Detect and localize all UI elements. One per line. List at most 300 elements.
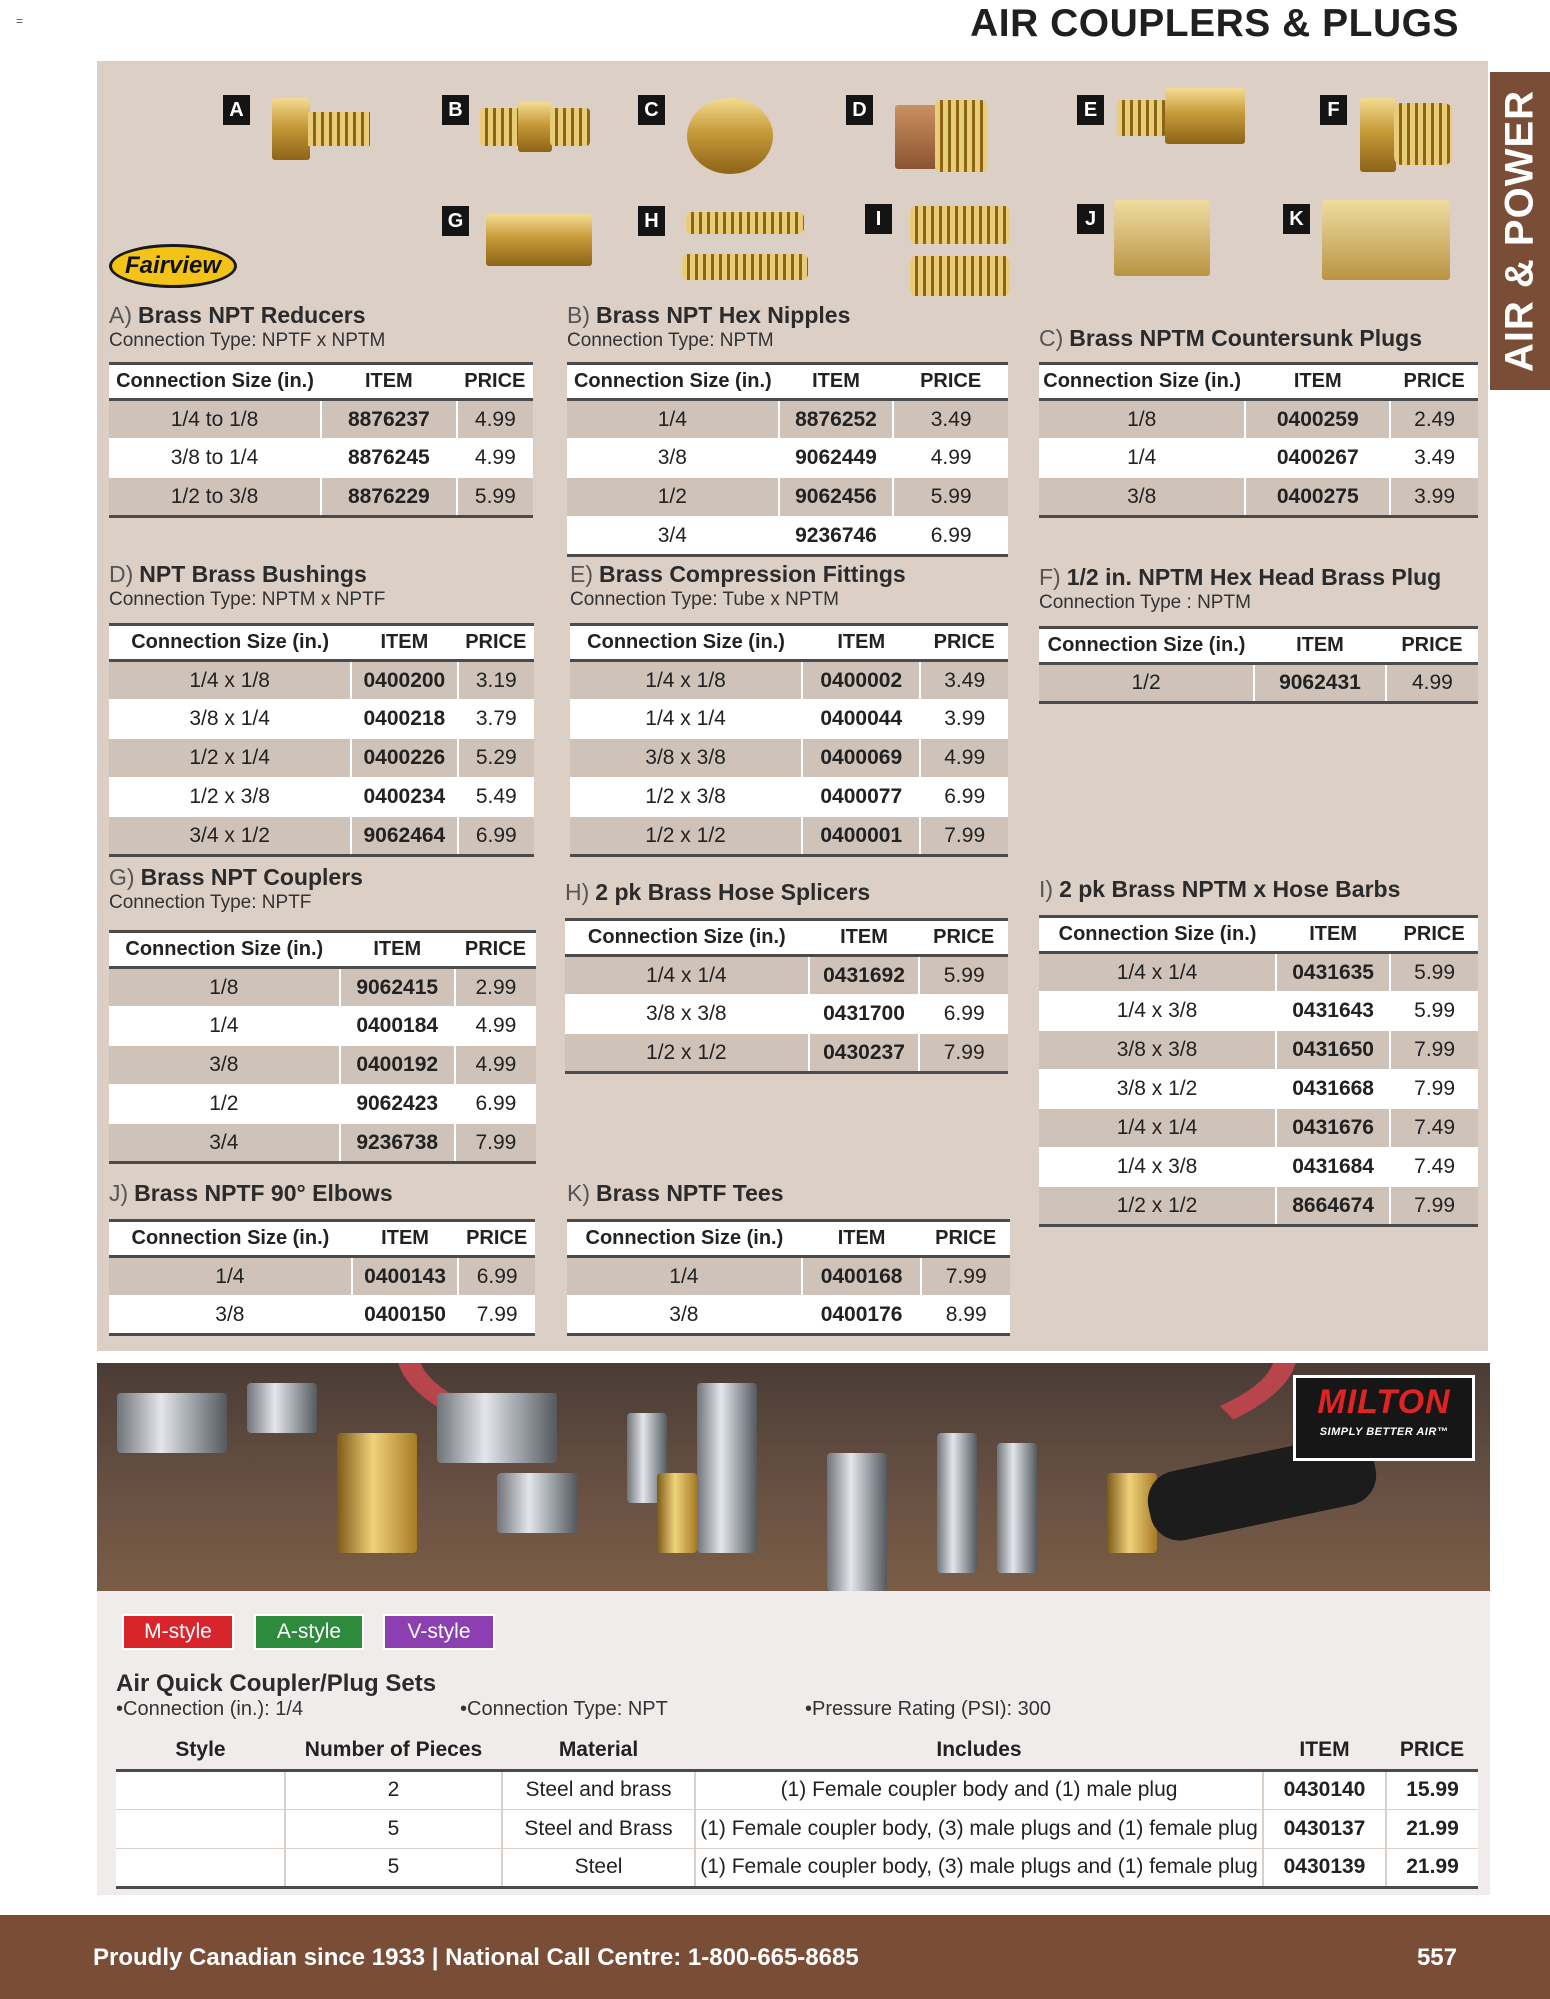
- price-cell: 5.99: [1390, 953, 1478, 992]
- section-name: 2 pk Brass NPTM x Hose Barbs: [1059, 876, 1401, 902]
- price-cell: 21.99: [1386, 1809, 1478, 1848]
- item-cell: 0430140: [1263, 1770, 1386, 1809]
- section-subtitle: Connection Type: NPTF: [109, 892, 312, 913]
- price-cell: 4.99: [457, 400, 533, 439]
- column-header: Includes: [695, 1731, 1263, 1770]
- section-brass-npt-reducers: [109, 302, 533, 518]
- table-row: [567, 478, 1008, 517]
- size-cell: 3/8 x 3/8: [565, 995, 809, 1034]
- item-cell: 0400168: [802, 1257, 922, 1296]
- section-letter: K): [567, 1180, 590, 1206]
- hose-splicer-photo-bottom: [682, 254, 808, 280]
- milton-brand-name: MILTON: [1317, 1383, 1451, 1421]
- item-cell: 0431650: [1276, 1031, 1390, 1070]
- item-cell: 9062456: [779, 478, 894, 517]
- item-cell: 0430137: [1263, 1809, 1386, 1848]
- section-name: 1/2 in. NPTM Hex Head Brass Plug: [1066, 564, 1442, 590]
- section-subtitle: Connection Type: Tube x NPTM: [570, 589, 839, 610]
- section-letter: F): [1039, 564, 1061, 590]
- column-header: PRICE: [458, 625, 535, 661]
- column-header: ITEM: [802, 1221, 922, 1257]
- pieces-cell: 5: [285, 1809, 502, 1848]
- price-cell: 2.49: [1390, 400, 1478, 439]
- column-header: Connection Size (in.): [109, 932, 340, 968]
- table-header-row: [570, 625, 1008, 661]
- price-cell: 5.99: [457, 478, 533, 517]
- size-cell: 1/2 x 1/4: [109, 739, 351, 778]
- table-header-row: [567, 364, 1008, 400]
- price-cell: 5.49: [458, 778, 535, 817]
- column-header: ITEM: [1254, 628, 1386, 664]
- price-cell: 6.99: [455, 1085, 536, 1124]
- item-cell: 0400259: [1245, 400, 1390, 439]
- table-row: [1039, 992, 1478, 1031]
- item-cell: 0400267: [1245, 439, 1390, 478]
- quick-coupler-title: Air Quick Coupler/Plug Sets: [116, 1670, 437, 1697]
- size-cell: 1/4: [567, 1257, 802, 1296]
- section-title: [570, 561, 1008, 588]
- price-cell: 4.99: [893, 439, 1008, 478]
- coupler-image: [117, 1393, 227, 1453]
- price-cell: 6.99: [458, 817, 535, 856]
- spec-bullet-connection: •Connection (in.): 1/4: [116, 1698, 304, 1720]
- section-name: Brass NPTM Countersunk Plugs: [1069, 325, 1423, 351]
- table-row: [109, 478, 533, 517]
- column-header: ITEM: [321, 364, 457, 400]
- price-cell: 7.99: [1390, 1031, 1478, 1070]
- price-cell: 6.99: [893, 517, 1008, 556]
- section-name: Brass Compression Fittings: [599, 561, 906, 587]
- column-header: Connection Size (in.): [109, 625, 351, 661]
- reducer-photo: [272, 98, 310, 160]
- section-name: Brass NPT Couplers: [140, 864, 363, 890]
- item-cell: 0400069: [802, 739, 920, 778]
- milton-logo: [1293, 1375, 1475, 1461]
- price-cell: 3.79: [458, 700, 535, 739]
- size-cell: 1/4 x 1/8: [570, 661, 802, 700]
- table-row: [109, 439, 533, 478]
- section-name: Brass NPTF Tees: [596, 1180, 784, 1206]
- page-footer: [0, 1915, 1550, 1999]
- coupler-image: [437, 1393, 557, 1463]
- size-cell: 3/8 to 1/4: [109, 439, 321, 478]
- price-cell: 3.49: [920, 661, 1008, 700]
- fairview-logo: Fairview: [109, 244, 237, 288]
- size-cell: 1/2: [109, 1085, 340, 1124]
- section-subtitle: Connection Type: NPTM x NPTF: [109, 589, 386, 610]
- table-header-row: [1039, 364, 1478, 400]
- item-cell: 9062423: [340, 1085, 455, 1124]
- section-letter: D): [109, 561, 134, 587]
- price-cell: 7.99: [920, 817, 1008, 856]
- column-header: PRICE: [920, 625, 1008, 661]
- bushing-photo: [895, 105, 937, 169]
- section-letter: H): [565, 879, 590, 905]
- price-cell: 7.99: [919, 1034, 1008, 1073]
- table-header-row: [565, 920, 1008, 956]
- item-cell: 0430237: [809, 1034, 920, 1073]
- spec-bullet-connection-type: •Connection Type: NPT: [460, 1698, 668, 1720]
- item-cell: 8876229: [321, 478, 457, 517]
- column-header: PRICE: [455, 932, 536, 968]
- price-cell: 4.99: [920, 739, 1008, 778]
- footer-text: Proudly Canadian since 1933 | National Call Centre: 1-800-665-8685: [93, 1944, 859, 1971]
- plug-image: [497, 1473, 577, 1533]
- column-header: Connection Size (in.): [570, 625, 802, 661]
- column-header: ITEM: [351, 625, 457, 661]
- size-cell: 1/4 to 1/8: [109, 400, 321, 439]
- item-cell: 9236738: [340, 1124, 455, 1163]
- elbow-photo: [1114, 200, 1210, 276]
- section-title: [565, 879, 1008, 906]
- section-title: [109, 864, 536, 891]
- spec-table: [109, 930, 536, 1164]
- photo-letter-e: E: [1077, 95, 1104, 125]
- item-cell: 0431692: [809, 956, 920, 995]
- size-cell: 3/4: [567, 517, 779, 556]
- table-row: [109, 1124, 536, 1163]
- table-row: [1039, 1187, 1478, 1226]
- section-letter: I): [1039, 876, 1054, 902]
- column-header: PRICE: [458, 1221, 535, 1257]
- section-npt-tees: [567, 1180, 1010, 1336]
- price-cell: 3.49: [1390, 439, 1478, 478]
- section-name: Brass NPT Reducers: [138, 302, 366, 328]
- coupler-sets-table: [116, 1731, 1478, 1889]
- column-header: ITEM: [1245, 364, 1390, 400]
- spec-table: [565, 918, 1008, 1074]
- column-header: PRICE: [457, 364, 533, 400]
- table-row: [1039, 664, 1478, 703]
- size-cell: 1/4: [1039, 439, 1245, 478]
- section-brass-npt-couplers: [109, 864, 536, 1164]
- hex-nipple-photo: [518, 102, 552, 152]
- price-cell: 2.99: [455, 968, 536, 1007]
- size-cell: 3/8: [109, 1296, 352, 1335]
- table-row: [567, 517, 1008, 556]
- quick-coupler-section: [97, 1591, 1490, 1895]
- spec-table: [109, 362, 533, 518]
- section-hose-splicers: [565, 879, 1008, 1074]
- table-row: [109, 1296, 535, 1335]
- spec-bullet-pressure: •Pressure Rating (PSI): 300: [805, 1698, 1051, 1720]
- hex-head-plug-thread: [1394, 103, 1452, 165]
- section-title: [1039, 564, 1478, 591]
- style-cell: M-style: [116, 1770, 285, 1809]
- price-cell: 3.19: [458, 661, 535, 700]
- item-cell: 0400275: [1245, 478, 1390, 517]
- table-header-row: [116, 1731, 1478, 1770]
- table-row: [570, 778, 1008, 817]
- price-cell: 3.49: [893, 400, 1008, 439]
- section-name: 2 pk Brass Hose Splicers: [595, 879, 871, 905]
- compression-fitting-photo: [1165, 88, 1245, 144]
- item-cell: 9062449: [779, 439, 894, 478]
- table-row: [567, 1257, 1010, 1296]
- table-row: [109, 778, 534, 817]
- table-row: [109, 1257, 535, 1296]
- table-row: [116, 1848, 1478, 1887]
- page-title: AIR COUPLERS & PLUGS: [970, 2, 1459, 45]
- table-header-row: [1039, 628, 1478, 664]
- item-cell: 0400200: [351, 661, 457, 700]
- price-cell: 7.99: [1390, 1070, 1478, 1109]
- section-name: Brass NPTF 90° Elbows: [134, 1180, 393, 1206]
- section-letter: A): [109, 302, 132, 328]
- price-cell: 5.99: [1390, 992, 1478, 1031]
- table-row: [570, 739, 1008, 778]
- table-row: [570, 700, 1008, 739]
- price-cell: 7.99: [458, 1296, 535, 1335]
- material-cell: Steel: [502, 1848, 695, 1887]
- section-subtitle: Connection Type: NPTM: [567, 330, 774, 351]
- size-cell: 1/4 x 1/4: [1039, 1109, 1276, 1148]
- size-cell: 1/2 x 1/2: [1039, 1187, 1276, 1226]
- column-header: Connection Size (in.): [109, 1221, 352, 1257]
- table-row: [1039, 1148, 1478, 1187]
- price-cell: 7.49: [1390, 1109, 1478, 1148]
- section-title: [109, 1180, 535, 1207]
- bushing-thread: [935, 100, 987, 172]
- photo-letter-i: I: [865, 204, 892, 234]
- plug-image: [997, 1443, 1037, 1573]
- table-header-row: [567, 1221, 1010, 1257]
- item-cell: 0431668: [1276, 1070, 1390, 1109]
- item-cell: 8664674: [1276, 1187, 1390, 1226]
- item-cell: 0400143: [352, 1257, 459, 1296]
- m-style-tag: M-style: [122, 1614, 234, 1650]
- side-category-tab: [1490, 72, 1550, 390]
- table-row: [116, 1770, 1478, 1809]
- size-cell: 1/4: [109, 1007, 340, 1046]
- table-row: [1039, 439, 1478, 478]
- price-cell: 3.99: [920, 700, 1008, 739]
- table-row: [109, 400, 533, 439]
- section-title: [1039, 325, 1478, 352]
- price-cell: 3.99: [1390, 478, 1478, 517]
- column-header: Connection Size (in.): [565, 920, 809, 956]
- size-cell: 3/4 x 1/2: [109, 817, 351, 856]
- v-style-tag: V-style: [383, 1614, 495, 1650]
- section-letter: B): [567, 302, 590, 328]
- item-cell: 0431643: [1276, 992, 1390, 1031]
- pieces-cell: 2: [285, 1770, 502, 1809]
- column-header: ITEM: [809, 920, 920, 956]
- section-subtitle: Connection Type : NPTM: [1039, 592, 1251, 613]
- section-brass-npt-hex-nipples: [567, 302, 1008, 557]
- material-cell: Steel and brass: [502, 1770, 695, 1809]
- column-header: ITEM: [340, 932, 455, 968]
- countersunk-plug-photo: [687, 98, 773, 174]
- includes-cell: (1) Female coupler body and (1) male plug: [695, 1770, 1263, 1809]
- size-cell: 3/8: [567, 1296, 802, 1335]
- column-header: ITEM: [352, 1221, 459, 1257]
- column-header: PRICE: [1386, 628, 1478, 664]
- a-style-tag: A-style: [254, 1614, 364, 1650]
- price-cell: 15.99: [1386, 1770, 1478, 1809]
- table-row: [570, 661, 1008, 700]
- table-row: [1039, 1031, 1478, 1070]
- section-90-elbows: [109, 1180, 535, 1336]
- hex-head-plug-photo: [1360, 98, 1396, 172]
- brass-coupler-image: [337, 1433, 417, 1553]
- item-cell: 0430139: [1263, 1848, 1386, 1887]
- plug-image: [937, 1433, 977, 1573]
- item-cell: 0400192: [340, 1046, 455, 1085]
- column-header: ITEM: [1263, 1731, 1386, 1770]
- table-row: [109, 661, 534, 700]
- spec-table: [570, 623, 1008, 857]
- size-cell: 1/4 x 1/8: [109, 661, 351, 700]
- size-cell: 1/4 x 1/4: [565, 956, 809, 995]
- item-cell: 8876237: [321, 400, 457, 439]
- hex-nipple-thread-right: [550, 108, 590, 146]
- size-cell: 3/8: [567, 439, 779, 478]
- size-cell: 1/4 x 3/8: [1039, 992, 1276, 1031]
- table-row: [567, 1296, 1010, 1335]
- size-cell: 1/2 x 3/8: [570, 778, 802, 817]
- price-cell: 4.99: [457, 439, 533, 478]
- section-countersunk-plugs: [1039, 325, 1478, 518]
- style-cell: A-style: [116, 1848, 285, 1887]
- table-row: [565, 995, 1008, 1034]
- column-header: Connection Size (in.): [567, 1221, 802, 1257]
- column-header: Connection Size (in.): [1039, 364, 1245, 400]
- section-letter: G): [109, 864, 135, 890]
- price-cell: 4.99: [1386, 664, 1478, 703]
- table-row: [567, 439, 1008, 478]
- size-cell: 1/2: [567, 478, 779, 517]
- includes-cell: (1) Female coupler body, (3) male plugs and (1) female plug: [695, 1809, 1263, 1848]
- spec-table: [109, 1219, 535, 1336]
- table-row: [1039, 953, 1478, 992]
- column-header: ITEM: [779, 364, 894, 400]
- section-subtitle: Connection Type: NPTF x NPTM: [109, 330, 386, 351]
- item-cell: 0400077: [802, 778, 920, 817]
- table-row: [109, 739, 534, 778]
- spec-table: [567, 362, 1008, 557]
- size-cell: 1/4: [109, 1257, 352, 1296]
- photo-letter-d: D: [846, 95, 873, 125]
- section-npt-brass-bushings: [109, 561, 534, 857]
- column-header: Connection Size (in.): [1039, 917, 1276, 953]
- includes-cell: (1) Female coupler body, (3) male plugs and (1) female plug: [695, 1848, 1263, 1887]
- column-header: PRICE: [919, 920, 1008, 956]
- section-hose-barbs: [1039, 876, 1478, 1227]
- table-row: [1039, 1109, 1478, 1148]
- column-header: Material: [502, 1731, 695, 1770]
- price-cell: 5.99: [919, 956, 1008, 995]
- section-title: [567, 1180, 1010, 1207]
- size-cell: 1/4 x 1/4: [570, 700, 802, 739]
- size-cell: 1/2 x 1/2: [565, 1034, 809, 1073]
- brass-plug-image: [657, 1473, 697, 1553]
- size-cell: 1/8: [1039, 400, 1245, 439]
- item-cell: 0400044: [802, 700, 920, 739]
- spec-table: [109, 623, 534, 857]
- table-row: [565, 956, 1008, 995]
- material-cell: Steel and Brass: [502, 1809, 695, 1848]
- table-header-row: [1039, 917, 1478, 953]
- section-title: [567, 302, 1008, 329]
- section-letter: J): [109, 1180, 129, 1206]
- hose-splicer-photo-top: [686, 212, 804, 234]
- item-cell: 0400226: [351, 739, 457, 778]
- coupler-image: [697, 1383, 757, 1553]
- section-title: [109, 302, 533, 329]
- column-header: Connection Size (in.): [1039, 628, 1254, 664]
- size-cell: 1/4 x 3/8: [1039, 1148, 1276, 1187]
- item-cell: 9236746: [779, 517, 894, 556]
- price-cell: 7.99: [921, 1257, 1010, 1296]
- size-cell: 3/8: [1039, 478, 1245, 517]
- corner-mark: =: [16, 14, 24, 28]
- spec-table: [1039, 626, 1478, 704]
- spec-table: [1039, 915, 1478, 1227]
- section-name: Brass NPT Hex Nipples: [596, 302, 851, 328]
- table-row: [570, 817, 1008, 856]
- price-cell: 21.99: [1386, 1848, 1478, 1887]
- column-header: Connection Size (in.): [109, 364, 321, 400]
- column-header: ITEM: [1276, 917, 1390, 953]
- size-cell: 1/2 x 3/8: [109, 778, 351, 817]
- photo-letter-b: B: [442, 95, 469, 125]
- table-row: [109, 1007, 536, 1046]
- size-cell: 3/8 x 1/4: [109, 700, 351, 739]
- size-cell: 1/4: [567, 400, 779, 439]
- column-header: Style: [116, 1731, 285, 1770]
- style-cell: M-style: [116, 1809, 285, 1848]
- hose-barb-photo-top: [910, 206, 1010, 244]
- hex-nipple-thread-left: [480, 108, 520, 146]
- item-cell: 9062415: [340, 968, 455, 1007]
- column-header: PRICE: [893, 364, 1008, 400]
- price-cell: 5.99: [893, 478, 1008, 517]
- column-header: Number of Pieces: [285, 1731, 502, 1770]
- photo-letter-h: H: [638, 206, 665, 236]
- size-cell: 1/2 to 3/8: [109, 478, 321, 517]
- reducer-thread: [308, 112, 370, 146]
- item-cell: 0431684: [1276, 1148, 1390, 1187]
- table-row: [567, 400, 1008, 439]
- item-cell: 0431635: [1276, 953, 1390, 992]
- page-number: 557: [1416, 1944, 1457, 1971]
- item-cell: 0400002: [802, 661, 920, 700]
- item-cell: 0400218: [351, 700, 457, 739]
- table-row: [109, 1046, 536, 1085]
- milton-tagline: SIMPLY BETTER AIR™: [1319, 1426, 1449, 1438]
- table-row: [109, 968, 536, 1007]
- price-cell: 5.29: [458, 739, 535, 778]
- size-cell: 3/8 x 3/8: [1039, 1031, 1276, 1070]
- table-header-row: [109, 364, 533, 400]
- spec-table: [1039, 362, 1478, 518]
- item-cell: 0400184: [340, 1007, 455, 1046]
- hose-barb-photo-bottom: [910, 256, 1010, 296]
- item-cell: 8876245: [321, 439, 457, 478]
- photo-letter-j: J: [1077, 204, 1104, 234]
- item-cell: 0400234: [351, 778, 457, 817]
- table-header-row: [109, 625, 534, 661]
- price-cell: 6.99: [919, 995, 1008, 1034]
- size-cell: 3/8 x 1/2: [1039, 1070, 1276, 1109]
- compression-fitting-thread: [1117, 100, 1167, 136]
- item-cell: 8876252: [779, 400, 894, 439]
- photo-letter-c: C: [638, 95, 665, 125]
- price-cell: 4.99: [455, 1007, 536, 1046]
- coupler-banner-photo: [97, 1363, 1490, 1591]
- price-cell: 7.99: [455, 1124, 536, 1163]
